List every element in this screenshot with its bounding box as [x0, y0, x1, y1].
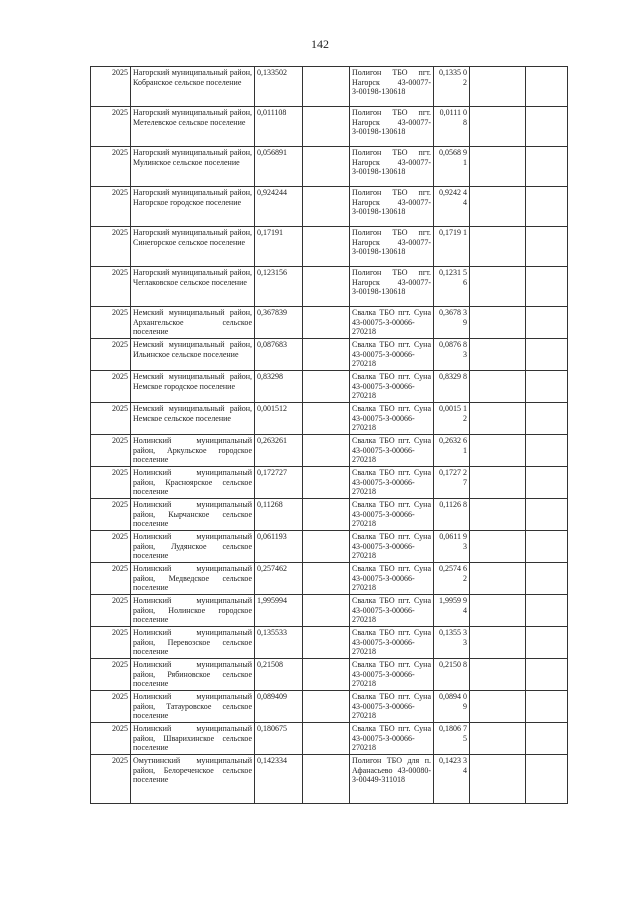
facility-cell: Полигон ТБО пгт. Нагорск 43-00077-З-00198-130618: [350, 107, 434, 147]
facility-cell: Свалка ТБО пгт. Суна 43-00075-З-00066-270218: [350, 307, 434, 339]
table-row: [91, 723, 568, 755]
amount-cell: 0,1355 33: [434, 627, 470, 659]
territory-cell: Нолинский муниципальный район, Шварихинское сельское поселение: [131, 723, 255, 755]
territory-cell: Нолинский муниципальный район, Нолинское городское поселение: [131, 595, 255, 627]
amount-cell: 0,1806 75: [434, 723, 470, 755]
volume-cell: 0,089409: [255, 691, 303, 723]
volume-cell: 0,056891: [255, 147, 303, 187]
volume-cell: 0,924244: [255, 187, 303, 227]
empty-cell: [470, 435, 526, 467]
table-row: [91, 371, 568, 403]
year-cell: 2025: [91, 187, 131, 227]
empty-cell: [303, 691, 350, 723]
empty-cell: [526, 755, 568, 804]
territory-cell: Нагорский муниципальный район, Синегорское сельское поселение: [131, 227, 255, 267]
facility-cell: Свалка ТБО пгт. Суна 43-00075-З-00066-270218: [350, 691, 434, 723]
volume-cell: 0,17191: [255, 227, 303, 267]
year-cell: 2025: [91, 659, 131, 691]
empty-cell: [470, 339, 526, 371]
empty-cell: [470, 691, 526, 723]
facility-cell: Полигон ТБО пгт. Нагорск 43-00077-З-00198-130618: [350, 187, 434, 227]
empty-cell: [470, 371, 526, 403]
table-row: [91, 627, 568, 659]
empty-cell: [303, 563, 350, 595]
volume-cell: 1,995994: [255, 595, 303, 627]
empty-cell: [470, 723, 526, 755]
empty-cell: [526, 227, 568, 267]
facility-cell: Свалка ТБО пгт. Суна 43-00075-З-00066-270218: [350, 467, 434, 499]
amount-cell: 0,0568 91: [434, 147, 470, 187]
territory-cell: Нолинский муниципальный район, Татауровское сельское поселение: [131, 691, 255, 723]
empty-cell: [470, 595, 526, 627]
empty-cell: [470, 499, 526, 531]
year-cell: 2025: [91, 307, 131, 339]
empty-cell: [470, 563, 526, 595]
year-cell: 2025: [91, 371, 131, 403]
volume-cell: 0,11268: [255, 499, 303, 531]
territory-cell: Нолинский муниципальный район, Перевозское сельское поселение: [131, 627, 255, 659]
empty-cell: [470, 307, 526, 339]
empty-cell: [526, 187, 568, 227]
empty-cell: [470, 187, 526, 227]
year-cell: 2025: [91, 595, 131, 627]
year-cell: 2025: [91, 723, 131, 755]
empty-cell: [526, 67, 568, 107]
empty-cell: [526, 531, 568, 563]
empty-cell: [303, 659, 350, 691]
table-row: [91, 435, 568, 467]
empty-cell: [470, 755, 526, 804]
year-cell: 2025: [91, 691, 131, 723]
territory-cell: Нолинский муниципальный район, Медведское сельское поселение: [131, 563, 255, 595]
empty-cell: [303, 339, 350, 371]
amount-cell: 0,9242 44: [434, 187, 470, 227]
facility-cell: Свалка ТБО пгт. Суна 43-00075-З-00066-270218: [350, 723, 434, 755]
amount-cell: 0,1719 1: [434, 227, 470, 267]
empty-cell: [526, 627, 568, 659]
year-cell: 2025: [91, 107, 131, 147]
empty-cell: [303, 267, 350, 307]
empty-cell: [303, 371, 350, 403]
volume-cell: 0,83298: [255, 371, 303, 403]
table-row: [91, 499, 568, 531]
volume-cell: 0,001512: [255, 403, 303, 435]
volume-cell: 0,135533: [255, 627, 303, 659]
facility-cell: Свалка ТБО пгт. Суна 43-00075-З-00066-270218: [350, 595, 434, 627]
facility-cell: Полигон ТБО пгт. Нагорск 43-00077-З-00198-130618: [350, 267, 434, 307]
empty-cell: [470, 267, 526, 307]
amount-cell: 0,0015 12: [434, 403, 470, 435]
empty-cell: [526, 307, 568, 339]
volume-cell: 0,172727: [255, 467, 303, 499]
amount-cell: 0,2632 61: [434, 435, 470, 467]
empty-cell: [303, 227, 350, 267]
year-cell: 2025: [91, 267, 131, 307]
empty-cell: [303, 627, 350, 659]
empty-cell: [526, 107, 568, 147]
empty-cell: [526, 371, 568, 403]
volume-cell: 0,087683: [255, 339, 303, 371]
empty-cell: [526, 147, 568, 187]
empty-cell: [526, 563, 568, 595]
volume-cell: 0,011108: [255, 107, 303, 147]
amount-cell: 0,1335 02: [434, 67, 470, 107]
table-row: [91, 307, 568, 339]
table-row: [91, 67, 568, 107]
amount-cell: 0,8329 8: [434, 371, 470, 403]
year-cell: 2025: [91, 563, 131, 595]
empty-cell: [526, 723, 568, 755]
volume-cell: 0,367839: [255, 307, 303, 339]
table-row: [91, 659, 568, 691]
territory-cell: Нолинский муниципальный район, Рябиновское сельское поселение: [131, 659, 255, 691]
amount-cell: 0,2574 62: [434, 563, 470, 595]
territory-cell: Нолинский муниципальный район, Аркульское городское поселение: [131, 435, 255, 467]
empty-cell: [470, 627, 526, 659]
facility-cell: Полигон ТБО для п. Афанасьево 43-00080-З-00449-311018: [350, 755, 434, 804]
facility-cell: Свалка ТБО пгт. Суна 43-00075-З-00066-270218: [350, 435, 434, 467]
year-cell: 2025: [91, 339, 131, 371]
table-row: [91, 187, 568, 227]
empty-cell: [303, 435, 350, 467]
empty-cell: [303, 467, 350, 499]
territory-cell: Нагорский муниципальный район, Чеглаковское сельское поселение: [131, 267, 255, 307]
empty-cell: [526, 339, 568, 371]
empty-cell: [303, 531, 350, 563]
empty-cell: [303, 307, 350, 339]
volume-cell: 0,21508: [255, 659, 303, 691]
empty-cell: [303, 147, 350, 187]
amount-cell: 0,0611 93: [434, 531, 470, 563]
table-row: [91, 227, 568, 267]
territory-cell: Немский муниципальный район, Архангельское сельское поселение: [131, 307, 255, 339]
page-number: 142: [311, 37, 329, 51]
empty-cell: [526, 403, 568, 435]
empty-cell: [526, 435, 568, 467]
empty-cell: [303, 107, 350, 147]
empty-cell: [470, 531, 526, 563]
territory-cell: Нагорский муниципальный район, Мулинское сельское поселение: [131, 147, 255, 187]
waste-registry-table: [90, 66, 568, 804]
facility-cell: Свалка ТБО пгт. Суна 43-00075-З-00066-270218: [350, 659, 434, 691]
table-row: [91, 467, 568, 499]
amount-cell: 0,1231 56: [434, 267, 470, 307]
amount-cell: 0,1126 8: [434, 499, 470, 531]
territory-cell: Немский муниципальный район, Ильинское сельское поселение: [131, 339, 255, 371]
volume-cell: 0,180675: [255, 723, 303, 755]
empty-cell: [526, 467, 568, 499]
empty-cell: [470, 147, 526, 187]
territory-cell: Немский муниципальный район, Немское сельское поселение: [131, 403, 255, 435]
year-cell: 2025: [91, 227, 131, 267]
empty-cell: [303, 755, 350, 804]
volume-cell: 0,133502: [255, 67, 303, 107]
table-row: [91, 595, 568, 627]
empty-cell: [526, 499, 568, 531]
empty-cell: [526, 595, 568, 627]
year-cell: 2025: [91, 435, 131, 467]
empty-cell: [470, 67, 526, 107]
table-body: [91, 67, 568, 804]
empty-cell: [526, 267, 568, 307]
year-cell: 2025: [91, 627, 131, 659]
facility-cell: Свалка ТБО пгт. Суна 43-00075-З-00066-270218: [350, 627, 434, 659]
table-row: [91, 563, 568, 595]
amount-cell: 1,9959 94: [434, 595, 470, 627]
facility-cell: Свалка ТБО пгт. Суна 43-00075-З-00066-270218: [350, 563, 434, 595]
empty-cell: [470, 467, 526, 499]
empty-cell: [303, 595, 350, 627]
facility-cell: Полигон ТБО пгт. Нагорск 43-00077-З-00198-130618: [350, 67, 434, 107]
territory-cell: Омутнинский муниципальный район, Белореченское сельское поселение: [131, 755, 255, 804]
volume-cell: 0,142334: [255, 755, 303, 804]
table-row: [91, 147, 568, 187]
year-cell: 2025: [91, 67, 131, 107]
territory-cell: Нагорский муниципальный район, Метелевское сельское поселение: [131, 107, 255, 147]
territory-cell: Нолинский муниципальный район, Кырчанское сельское поселение: [131, 499, 255, 531]
table-row: [91, 267, 568, 307]
volume-cell: 0,257462: [255, 563, 303, 595]
facility-cell: Полигон ТБО пгт. Нагорск 43-00077-З-00198-130618: [350, 227, 434, 267]
amount-cell: 0,1727 27: [434, 467, 470, 499]
empty-cell: [303, 67, 350, 107]
table-row: [91, 403, 568, 435]
amount-cell: 0,0111 08: [434, 107, 470, 147]
territory-cell: Немский муниципальный район, Немское городское поселение: [131, 371, 255, 403]
table-row: [91, 691, 568, 723]
empty-cell: [526, 691, 568, 723]
empty-cell: [470, 403, 526, 435]
empty-cell: [470, 659, 526, 691]
facility-cell: Свалка ТБО пгт. Суна 43-00075-З-00066-270218: [350, 371, 434, 403]
facility-cell: Свалка ТБО пгт. Суна 43-00075-З-00066-270218: [350, 531, 434, 563]
table-row: [91, 107, 568, 147]
year-cell: 2025: [91, 467, 131, 499]
empty-cell: [303, 723, 350, 755]
territory-cell: Нагорский муниципальный район, Нагорское городское поселение: [131, 187, 255, 227]
territory-cell: Нагорский муниципальный район, Кобранское сельское поселение: [131, 67, 255, 107]
empty-cell: [303, 187, 350, 227]
table-row: [91, 755, 568, 804]
table-row: [91, 339, 568, 371]
territory-cell: Нолинский муниципальный район, Лудянское сельское поселение: [131, 531, 255, 563]
facility-cell: Полигон ТБО пгт. Нагорск 43-00077-З-00198-130618: [350, 147, 434, 187]
empty-cell: [470, 107, 526, 147]
amount-cell: 0,3678 39: [434, 307, 470, 339]
year-cell: 2025: [91, 147, 131, 187]
year-cell: 2025: [91, 499, 131, 531]
empty-cell: [526, 659, 568, 691]
empty-cell: [470, 227, 526, 267]
table-row: [91, 531, 568, 563]
amount-cell: 0,0894 09: [434, 691, 470, 723]
amount-cell: 0,1423 34: [434, 755, 470, 804]
volume-cell: 0,263261: [255, 435, 303, 467]
volume-cell: 0,061193: [255, 531, 303, 563]
year-cell: 2025: [91, 403, 131, 435]
territory-cell: Нолинский муниципальный район, Красноярское сельское поселение: [131, 467, 255, 499]
year-cell: 2025: [91, 755, 131, 804]
year-cell: 2025: [91, 531, 131, 563]
amount-cell: 0,2150 8: [434, 659, 470, 691]
facility-cell: Свалка ТБО пгт. Суна 43-00075-З-00066-270218: [350, 403, 434, 435]
facility-cell: Свалка ТБО пгт. Суна 43-00075-З-00066-270218: [350, 499, 434, 531]
facility-cell: Свалка ТБО пгт. Суна 43-00075-З-00066-270218: [350, 339, 434, 371]
empty-cell: [303, 499, 350, 531]
empty-cell: [303, 403, 350, 435]
amount-cell: 0,0876 83: [434, 339, 470, 371]
volume-cell: 0,123156: [255, 267, 303, 307]
